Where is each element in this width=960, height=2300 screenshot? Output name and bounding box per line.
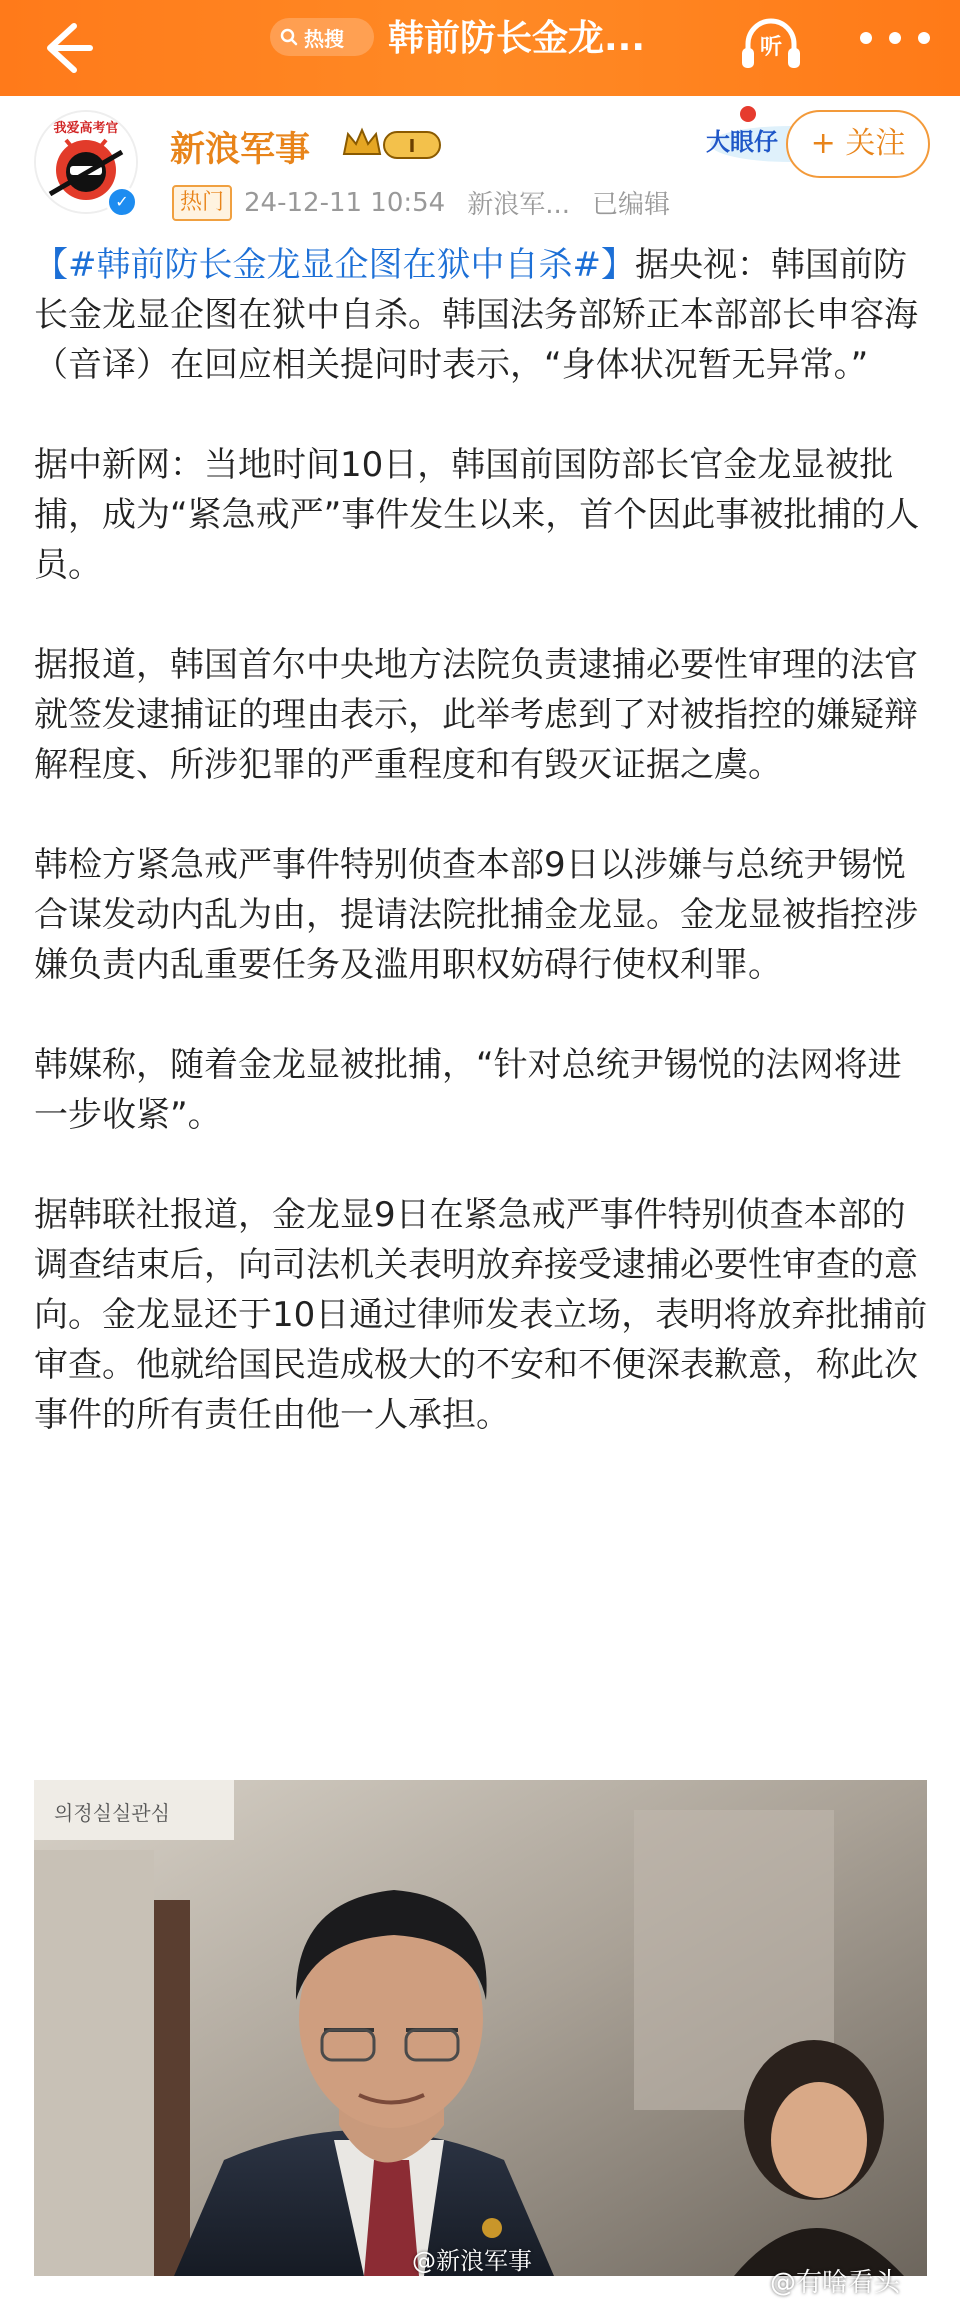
post-content (34, 240, 934, 1440)
post-image[interactable] (34, 1780, 927, 2276)
page-title: 韩前防长金龙... (388, 18, 646, 59)
edited-label: 已编辑 (592, 190, 671, 220)
paragraph-1-text: 据央视：韩国前防长金龙显企图在狱中自杀。韩国法务部矫正本部部长申容海（音译）在回应相关提问时表示，“身体状况暂无异常。” (34, 245, 918, 385)
topic-hashtag[interactable]: 【#韩前防长金龙显企图在狱中自杀#】 (34, 245, 635, 285)
hot-search-label: 热搜 (304, 26, 344, 51)
image-watermark: @新浪军事 (412, 2247, 532, 2275)
corner-watermark: @有啥看头 (770, 2268, 901, 2298)
top-bar (0, 0, 960, 96)
more-menu-icon[interactable] (860, 28, 930, 48)
verified-badge-icon: ✓ (106, 186, 138, 218)
news-photo (34, 1780, 927, 2276)
avatar-caption: 我爱高考官 (53, 121, 119, 136)
wall-sign-text: 의정실실관심 (54, 1801, 170, 1825)
follow-button[interactable]: + 关注 (786, 110, 930, 178)
post-meta (172, 184, 670, 221)
author-name[interactable]: 新浪军事 (170, 130, 311, 170)
listen-button[interactable] (736, 8, 806, 78)
hot-tag: 热门 (172, 185, 232, 221)
paragraph-2: 据中新网：当地时间10日，韩国前国防部长官金龙显被批捕，成为“紧急戒严”事件发生以来，首个因此事被批捕的人员。 (34, 445, 920, 585)
search-icon (280, 28, 298, 46)
post-timestamp: 24-12-11 10:54 (244, 187, 446, 218)
level-crown-badge (340, 124, 444, 164)
svg-text:I: I (408, 136, 416, 157)
paragraph-6: 据韩联社报道，金龙显9日在紧急戒严事件特别侦查本部的调查结束后，向司法机关表明放弃接受逮捕必要性审查的意向。金龙显还于10日通过律师发表立场，表明将放弃批捕前审查。他就给国民造成极大的不安和不便深表歉意，称此次事件的所有责任由他一人承担。 (34, 1195, 928, 1435)
post-source: 新浪军... (467, 190, 571, 220)
paragraph-5: 韩媒称，随着金龙显被批捕，“针对总统尹锡悦的法网将进一步收紧”。 (34, 1045, 902, 1135)
paragraph-1 (34, 240, 934, 390)
svg-text:大眼仔: 大眼仔 (706, 128, 778, 156)
hot-search-badge[interactable] (270, 18, 374, 56)
back-arrow-icon[interactable] (34, 18, 94, 78)
listen-label: 听 (759, 35, 782, 60)
paragraph-4: 韩检方紧急戒严事件特别侦查本部9日以涉嫌与总统尹锡悦合谋发动内乱为由，提请法院批捕金龙显。金龙显被指控涉嫌负责内乱重要任务及滥用职权妨碍行使权利罪。 (34, 845, 918, 985)
paragraph-3: 据报道，韩国首尔中央地方法院负责逮捕必要性审理的法官就签发逮捕证的理由表示，此举考虑到了对被指控的嫌疑辩解程度、所涉犯罪的严重程度和有毁灭证据之虞。 (34, 645, 918, 785)
